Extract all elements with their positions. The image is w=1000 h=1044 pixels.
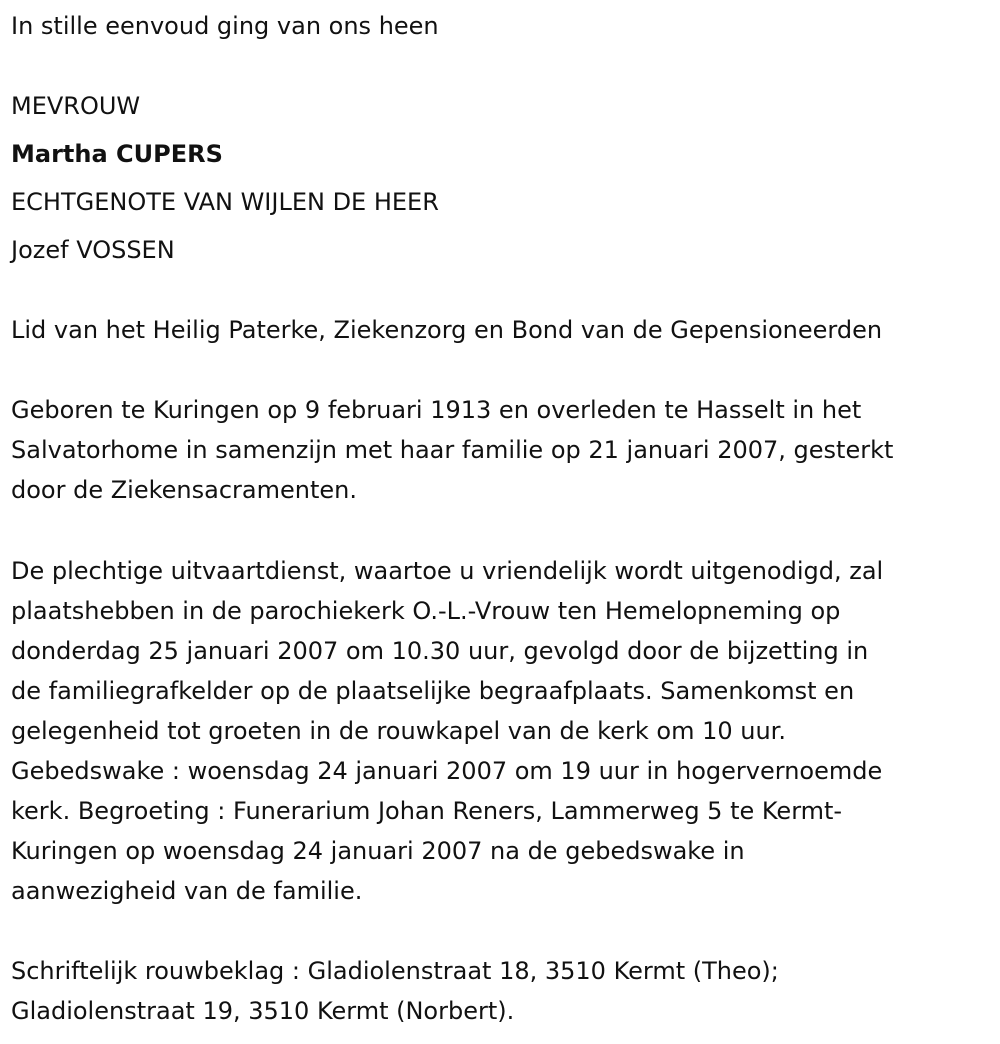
- spouse-name: Jozef VOSSEN: [11, 236, 175, 264]
- service-line: kerk. Begroeting : Funerarium Johan Reners, Lammerweg 5 te Kermt-: [11, 797, 843, 825]
- service-line: de familiegrafkelder op de plaatselijke begraafplaats. Samenkomst en: [11, 677, 855, 705]
- service-line: gelegenheid tot groeten in de rouwkapel van de kerk om 10 uur.: [11, 717, 786, 745]
- relation-line: ECHTGENOTE VAN WIJLEN DE HEER: [11, 188, 439, 216]
- service-line: donderdag 25 januari 2007 om 10.30 uur, gevolgd door de bijzetting in: [11, 637, 869, 665]
- intro-line: In stille eenvoud ging van ons heen: [11, 12, 439, 40]
- birth-death-line: Salvatorhome in samenzijn met haar familie op 21 januari 2007, gesterkt: [11, 436, 894, 464]
- birth-death-line: door de Ziekensacramenten.: [11, 476, 357, 504]
- service-line: aanwezigheid van de familie.: [11, 877, 363, 905]
- birth-death-line: Geboren te Kuringen op 9 februari 1913 en overleden te Hasselt in het: [11, 396, 862, 424]
- condolences-line: Schriftelijk rouwbeklag : Gladiolenstraat 18, 3510 Kermt (Theo);: [11, 957, 779, 985]
- membership-line: Lid van het Heilig Paterke, Ziekenzorg en Bond van de Gepensioneerden: [11, 316, 883, 344]
- service-line: De plechtige uitvaartdienst, waartoe u vriendelijk wordt uitgenodigd, zal: [11, 557, 884, 585]
- deceased-name: Martha CUPERS: [11, 140, 223, 168]
- service-line: plaatshebben in de parochiekerk O.-L.-Vrouw ten Hemelopneming op: [11, 597, 841, 625]
- service-line: Kuringen op woensdag 24 januari 2007 na de gebedswake in: [11, 837, 745, 865]
- service-line: Gebedswake : woensdag 24 januari 2007 om 19 uur in hogervernoemde: [11, 757, 883, 785]
- condolences-line: Gladiolenstraat 19, 3510 Kermt (Norbert).: [11, 997, 515, 1025]
- title-line: MEVROUW: [11, 92, 141, 120]
